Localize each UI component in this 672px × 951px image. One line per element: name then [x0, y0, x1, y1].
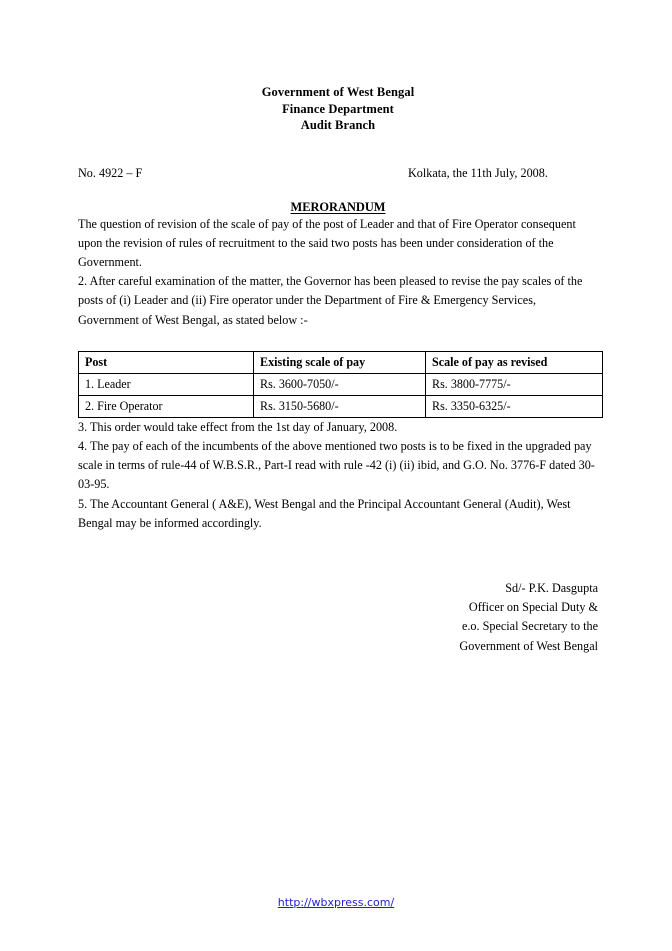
cell-existing-fire-operator: Rs. 3150-5680/- — [254, 395, 426, 417]
document-title — [78, 200, 598, 215]
signatory-designation-line-2: e.o. Special Secretary to the — [461, 619, 598, 634]
footer — [0, 896, 672, 909]
table-row — [79, 373, 603, 395]
source-website-link[interactable]: http://wbxpress.com/ — [277, 896, 395, 909]
paragraph-4: 4. The pay of each of the incumbents of the above mentioned two posts is to be fixed in the upgraded pay scale in terms of rule-44 of W.B.S.R., Part-I read with rule -42 (i) (ii) ibid, and G.O. No. 3776-F dated 30-03-95. — [78, 438, 595, 492]
reference-row — [78, 165, 598, 181]
table-row — [79, 395, 603, 417]
signature-block — [78, 579, 598, 656]
letterhead-line-department: Finance Department — [282, 101, 394, 116]
memo-number: No. 4922 – F — [78, 165, 143, 180]
cell-post-fire-operator: 2. Fire Operator — [79, 395, 254, 417]
signatory-designation-line-1: Officer on Special Duty & — [468, 600, 598, 615]
cell-revised-fire-operator: Rs. 3350-6325/- — [426, 395, 603, 417]
table-header-row — [79, 351, 603, 373]
cell-existing-leader: Rs. 3600-7050/- — [254, 373, 426, 395]
paragraph-5: 5. The Accountant General ( A&E), West Bengal and the Principal Accountant General (Audit), West Bengal may be informed accordingly. — [78, 496, 571, 530]
letterhead — [78, 0, 598, 134]
letterhead-line-government: Government of West Bengal — [261, 85, 415, 99]
column-header-existing-scale: Existing scale of pay — [254, 351, 426, 373]
paragraph-intro: The question of revision of the scale of pay of the post of Leader and that of Fire Operator consequent upon the revision of rules of recruitment to the said two posts has been under consideration of the Government. — [78, 216, 576, 269]
letterhead-line-branch: Audit Branch — [300, 118, 376, 132]
signatory-name: Sd/- P.K. Dasgupta — [505, 580, 598, 595]
cell-revised-leader: Rs. 3800-7775/- — [426, 373, 603, 395]
place-and-date: Kolkata, the 11th July, 2008. — [408, 165, 548, 180]
column-header-post: Post — [79, 351, 254, 373]
cell-post-leader: 1. Leader — [79, 373, 254, 395]
document-title-text: MERORANDUM — [290, 199, 386, 214]
paragraph-3: 3. This order would take effect from the 1st day of January, 2008. — [78, 419, 398, 434]
pay-scale-table — [78, 351, 603, 418]
signatory-designation-line-3: Government of West Bengal — [459, 638, 598, 653]
column-header-revised-scale: Scale of pay as revised — [426, 351, 603, 373]
document-body — [78, 0, 598, 656]
paragraph-2: 2. After careful examination of the matter, the Governor has been pleased to revise the pay scales of the posts of (i) Leader and (ii) Fire operator under the Department of Fire & Emergency Services, Government of West Bengal, as stated below :- — [78, 274, 583, 327]
